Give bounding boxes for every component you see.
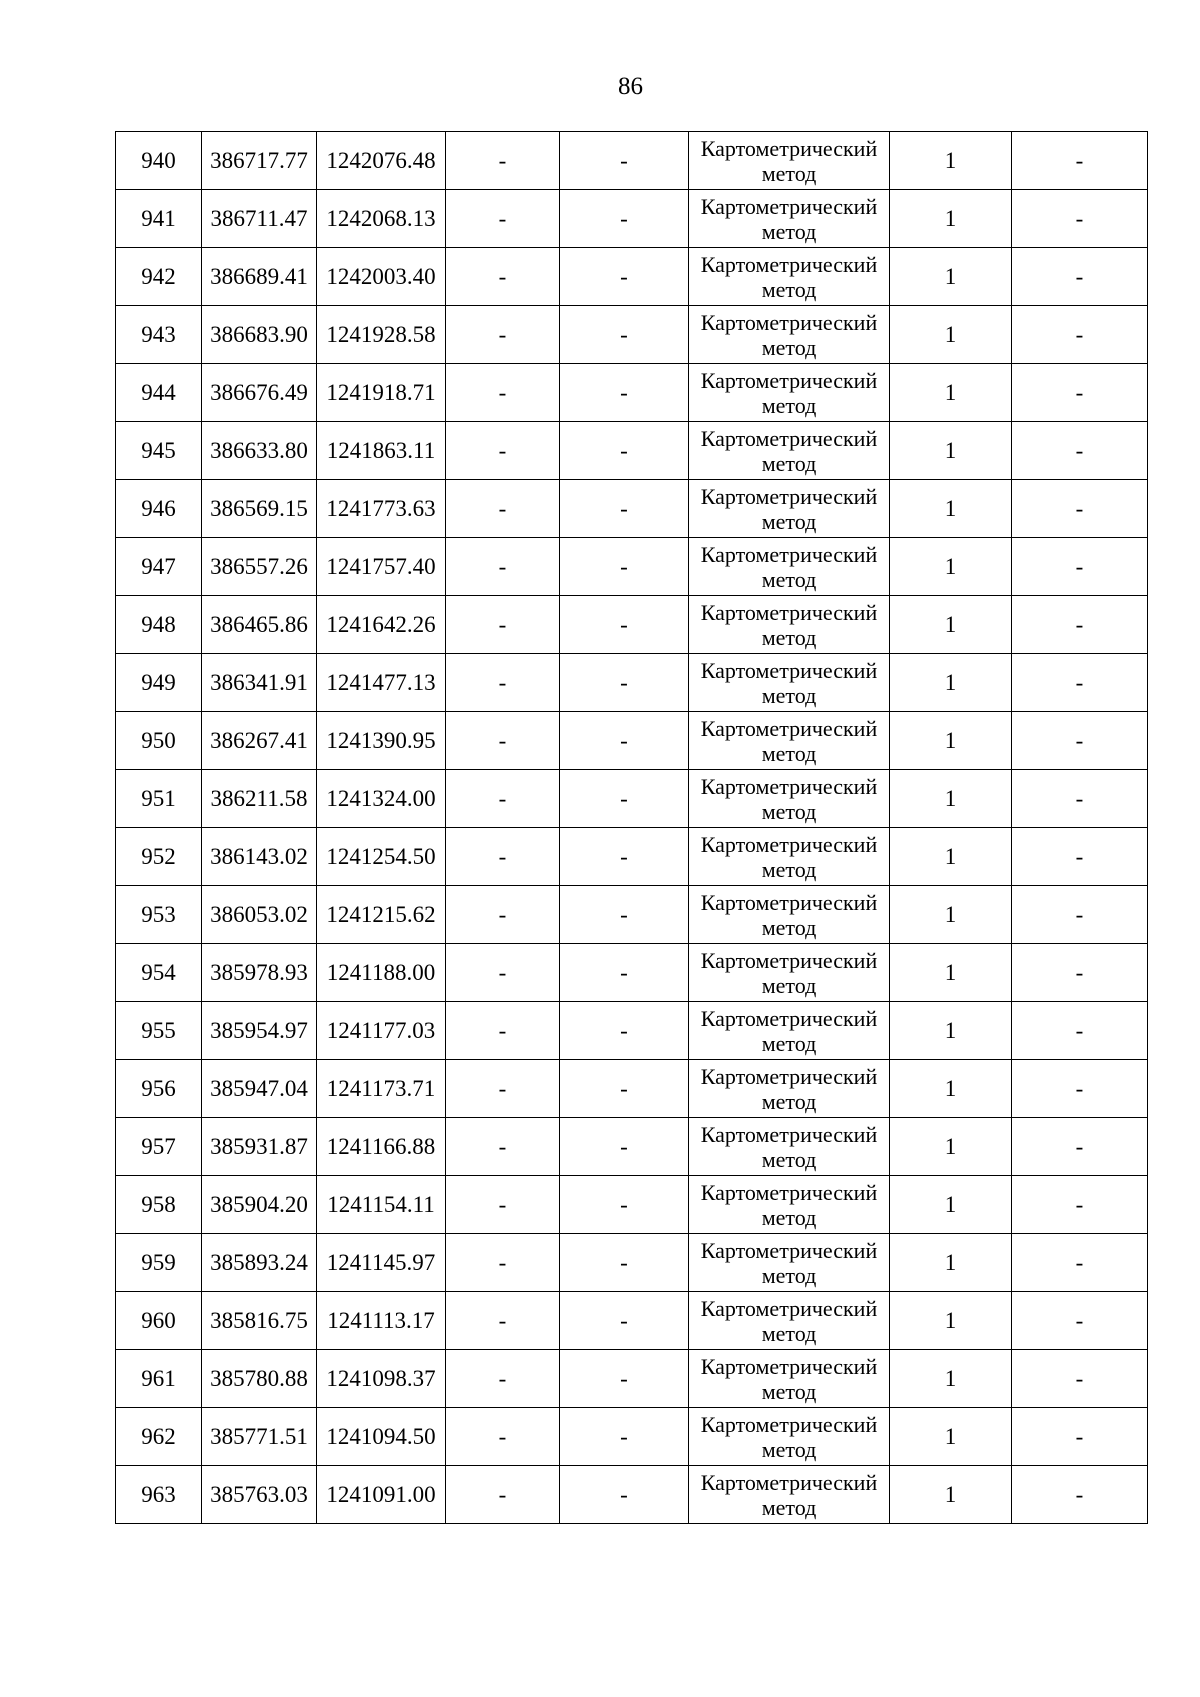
x-coordinate-cell: 386053.02 xyxy=(202,886,317,944)
y-coordinate-cell: 1241324.00 xyxy=(317,770,446,828)
y-coordinate-cell: 1241145.97 xyxy=(317,1234,446,1292)
y-coordinate-cell: 1241477.13 xyxy=(317,654,446,712)
method-cell: Картометрический метод xyxy=(689,538,890,596)
description-cell: - xyxy=(1012,1118,1148,1176)
point-number-cell: 949 xyxy=(116,654,202,712)
method-cell: Картометрический метод xyxy=(689,596,890,654)
point-number-cell: 960 xyxy=(116,1292,202,1350)
point-number-cell: 958 xyxy=(116,1176,202,1234)
point-number-cell: 943 xyxy=(116,306,202,364)
table-row xyxy=(116,1176,1148,1234)
empty-value-cell: - xyxy=(560,1408,689,1466)
point-number-cell: 954 xyxy=(116,944,202,1002)
empty-value-cell: - xyxy=(446,538,560,596)
description-cell: - xyxy=(1012,1060,1148,1118)
point-number-cell: 942 xyxy=(116,248,202,306)
description-cell: - xyxy=(1012,1408,1148,1466)
point-number-cell: 946 xyxy=(116,480,202,538)
point-number-cell: 941 xyxy=(116,190,202,248)
x-coordinate-cell: 386465.86 xyxy=(202,596,317,654)
accuracy-cell: 1 xyxy=(890,1408,1012,1466)
table-row xyxy=(116,422,1148,480)
accuracy-cell: 1 xyxy=(890,712,1012,770)
method-cell: Картометрический метод xyxy=(689,1118,890,1176)
description-cell: - xyxy=(1012,1002,1148,1060)
empty-value-cell: - xyxy=(560,654,689,712)
table-row xyxy=(116,480,1148,538)
y-coordinate-cell: 1242076.48 xyxy=(317,132,446,190)
x-coordinate-cell: 385904.20 xyxy=(202,1176,317,1234)
point-number-cell: 952 xyxy=(116,828,202,886)
description-cell: - xyxy=(1012,596,1148,654)
accuracy-cell: 1 xyxy=(890,770,1012,828)
description-cell: - xyxy=(1012,1176,1148,1234)
empty-value-cell: - xyxy=(446,1350,560,1408)
y-coordinate-cell: 1241757.40 xyxy=(317,538,446,596)
table-row xyxy=(116,1408,1148,1466)
accuracy-cell: 1 xyxy=(890,944,1012,1002)
empty-value-cell: - xyxy=(560,422,689,480)
table-row xyxy=(116,654,1148,712)
table-row xyxy=(116,1002,1148,1060)
y-coordinate-cell: 1241154.11 xyxy=(317,1176,446,1234)
x-coordinate-cell: 386676.49 xyxy=(202,364,317,422)
x-coordinate-cell: 385947.04 xyxy=(202,1060,317,1118)
x-coordinate-cell: 386341.91 xyxy=(202,654,317,712)
empty-value-cell: - xyxy=(446,248,560,306)
y-coordinate-cell: 1241173.71 xyxy=(317,1060,446,1118)
table-row xyxy=(116,1234,1148,1292)
y-coordinate-cell: 1241642.26 xyxy=(317,596,446,654)
empty-value-cell: - xyxy=(446,1466,560,1524)
point-number-cell: 961 xyxy=(116,1350,202,1408)
x-coordinate-cell: 385763.03 xyxy=(202,1466,317,1524)
empty-value-cell: - xyxy=(446,1002,560,1060)
accuracy-cell: 1 xyxy=(890,1466,1012,1524)
x-coordinate-cell: 386143.02 xyxy=(202,828,317,886)
accuracy-cell: 1 xyxy=(890,1234,1012,1292)
table-row xyxy=(116,712,1148,770)
point-number-cell: 944 xyxy=(116,364,202,422)
point-number-cell: 950 xyxy=(116,712,202,770)
table-row xyxy=(116,364,1148,422)
table-row xyxy=(116,1350,1148,1408)
x-coordinate-cell: 385893.24 xyxy=(202,1234,317,1292)
x-coordinate-cell: 386689.41 xyxy=(202,248,317,306)
y-coordinate-cell: 1241188.00 xyxy=(317,944,446,1002)
empty-value-cell: - xyxy=(446,944,560,1002)
description-cell: - xyxy=(1012,538,1148,596)
empty-value-cell: - xyxy=(560,306,689,364)
empty-value-cell: - xyxy=(446,886,560,944)
empty-value-cell: - xyxy=(560,828,689,886)
accuracy-cell: 1 xyxy=(890,248,1012,306)
description-cell: - xyxy=(1012,1234,1148,1292)
accuracy-cell: 1 xyxy=(890,1176,1012,1234)
empty-value-cell: - xyxy=(560,1176,689,1234)
x-coordinate-cell: 386683.90 xyxy=(202,306,317,364)
table-row xyxy=(116,1118,1148,1176)
method-cell: Картометрический метод xyxy=(689,1234,890,1292)
method-cell: Картометрический метод xyxy=(689,944,890,1002)
table-row xyxy=(116,1466,1148,1524)
method-cell: Картометрический метод xyxy=(689,1350,890,1408)
point-number-cell: 945 xyxy=(116,422,202,480)
point-number-cell: 962 xyxy=(116,1408,202,1466)
method-cell: Картометрический метод xyxy=(689,1060,890,1118)
y-coordinate-cell: 1241863.11 xyxy=(317,422,446,480)
x-coordinate-cell: 386569.15 xyxy=(202,480,317,538)
method-cell: Картометрический метод xyxy=(689,712,890,770)
description-cell: - xyxy=(1012,770,1148,828)
method-cell: Картометрический метод xyxy=(689,828,890,886)
point-number-cell: 955 xyxy=(116,1002,202,1060)
empty-value-cell: - xyxy=(560,886,689,944)
x-coordinate-cell: 385978.93 xyxy=(202,944,317,1002)
accuracy-cell: 1 xyxy=(890,828,1012,886)
point-number-cell: 956 xyxy=(116,1060,202,1118)
accuracy-cell: 1 xyxy=(890,1350,1012,1408)
empty-value-cell: - xyxy=(560,596,689,654)
point-number-cell: 951 xyxy=(116,770,202,828)
description-cell: - xyxy=(1012,654,1148,712)
accuracy-cell: 1 xyxy=(890,306,1012,364)
table-row xyxy=(116,1060,1148,1118)
table-row xyxy=(116,1292,1148,1350)
description-cell: - xyxy=(1012,1350,1148,1408)
empty-value-cell: - xyxy=(560,1060,689,1118)
empty-value-cell: - xyxy=(560,248,689,306)
method-cell: Картометрический метод xyxy=(689,770,890,828)
x-coordinate-cell: 385954.97 xyxy=(202,1002,317,1060)
y-coordinate-cell: 1241094.50 xyxy=(317,1408,446,1466)
empty-value-cell: - xyxy=(446,306,560,364)
x-coordinate-cell: 385816.75 xyxy=(202,1292,317,1350)
x-coordinate-cell: 386633.80 xyxy=(202,422,317,480)
empty-value-cell: - xyxy=(446,1176,560,1234)
empty-value-cell: - xyxy=(446,596,560,654)
table-row xyxy=(116,306,1148,364)
table-row xyxy=(116,132,1148,190)
empty-value-cell: - xyxy=(446,190,560,248)
method-cell: Картометрический метод xyxy=(689,886,890,944)
empty-value-cell: - xyxy=(446,712,560,770)
method-cell: Картометрический метод xyxy=(689,132,890,190)
empty-value-cell: - xyxy=(560,944,689,1002)
method-cell: Картометрический метод xyxy=(689,248,890,306)
empty-value-cell: - xyxy=(560,132,689,190)
description-cell: - xyxy=(1012,1466,1148,1524)
x-coordinate-cell: 386267.41 xyxy=(202,712,317,770)
y-coordinate-cell: 1241113.17 xyxy=(317,1292,446,1350)
description-cell: - xyxy=(1012,944,1148,1002)
x-coordinate-cell: 386557.26 xyxy=(202,538,317,596)
y-coordinate-cell: 1241166.88 xyxy=(317,1118,446,1176)
empty-value-cell: - xyxy=(560,1234,689,1292)
accuracy-cell: 1 xyxy=(890,422,1012,480)
description-cell: - xyxy=(1012,248,1148,306)
x-coordinate-cell: 386717.77 xyxy=(202,132,317,190)
table-body xyxy=(116,132,1148,1524)
point-number-cell: 948 xyxy=(116,596,202,654)
empty-value-cell: - xyxy=(560,1292,689,1350)
method-cell: Картометрический метод xyxy=(689,190,890,248)
empty-value-cell: - xyxy=(560,190,689,248)
method-cell: Картометрический метод xyxy=(689,1176,890,1234)
page-number: 86 xyxy=(618,73,643,100)
y-coordinate-cell: 1241918.71 xyxy=(317,364,446,422)
accuracy-cell: 1 xyxy=(890,132,1012,190)
method-cell: Картометрический метод xyxy=(689,1002,890,1060)
empty-value-cell: - xyxy=(560,1466,689,1524)
point-number-cell: 959 xyxy=(116,1234,202,1292)
accuracy-cell: 1 xyxy=(890,364,1012,422)
point-number-cell: 957 xyxy=(116,1118,202,1176)
y-coordinate-cell: 1241215.62 xyxy=(317,886,446,944)
empty-value-cell: - xyxy=(446,1234,560,1292)
coordinates-table xyxy=(115,131,1148,1524)
point-number-cell: 940 xyxy=(116,132,202,190)
method-cell: Картометрический метод xyxy=(689,480,890,538)
empty-value-cell: - xyxy=(560,1350,689,1408)
description-cell: - xyxy=(1012,190,1148,248)
y-coordinate-cell: 1241773.63 xyxy=(317,480,446,538)
point-number-cell: 963 xyxy=(116,1466,202,1524)
empty-value-cell: - xyxy=(446,480,560,538)
x-coordinate-cell: 385780.88 xyxy=(202,1350,317,1408)
table-row xyxy=(116,190,1148,248)
table-row xyxy=(116,538,1148,596)
accuracy-cell: 1 xyxy=(890,1118,1012,1176)
empty-value-cell: - xyxy=(560,1002,689,1060)
point-number-cell: 947 xyxy=(116,538,202,596)
table-row xyxy=(116,828,1148,886)
y-coordinate-cell: 1241928.58 xyxy=(317,306,446,364)
empty-value-cell: - xyxy=(560,538,689,596)
method-cell: Картометрический метод xyxy=(689,306,890,364)
description-cell: - xyxy=(1012,306,1148,364)
empty-value-cell: - xyxy=(446,654,560,712)
accuracy-cell: 1 xyxy=(890,1060,1012,1118)
accuracy-cell: 1 xyxy=(890,1002,1012,1060)
table-row xyxy=(116,770,1148,828)
y-coordinate-cell: 1241177.03 xyxy=(317,1002,446,1060)
description-cell: - xyxy=(1012,422,1148,480)
accuracy-cell: 1 xyxy=(890,886,1012,944)
x-coordinate-cell: 386211.58 xyxy=(202,770,317,828)
y-coordinate-cell: 1242068.13 xyxy=(317,190,446,248)
description-cell: - xyxy=(1012,886,1148,944)
empty-value-cell: - xyxy=(446,828,560,886)
empty-value-cell: - xyxy=(446,1292,560,1350)
method-cell: Картометрический метод xyxy=(689,422,890,480)
table-row xyxy=(116,944,1148,1002)
y-coordinate-cell: 1241098.37 xyxy=(317,1350,446,1408)
empty-value-cell: - xyxy=(560,364,689,422)
empty-value-cell: - xyxy=(560,712,689,770)
description-cell: - xyxy=(1012,1292,1148,1350)
table-row xyxy=(116,596,1148,654)
method-cell: Картометрический метод xyxy=(689,1466,890,1524)
description-cell: - xyxy=(1012,828,1148,886)
empty-value-cell: - xyxy=(446,1060,560,1118)
description-cell: - xyxy=(1012,132,1148,190)
empty-value-cell: - xyxy=(560,770,689,828)
y-coordinate-cell: 1241091.00 xyxy=(317,1466,446,1524)
accuracy-cell: 1 xyxy=(890,654,1012,712)
y-coordinate-cell: 1241254.50 xyxy=(317,828,446,886)
empty-value-cell: - xyxy=(446,1408,560,1466)
empty-value-cell: - xyxy=(446,364,560,422)
description-cell: - xyxy=(1012,364,1148,422)
accuracy-cell: 1 xyxy=(890,596,1012,654)
description-cell: - xyxy=(1012,480,1148,538)
empty-value-cell: - xyxy=(560,480,689,538)
table-row xyxy=(116,248,1148,306)
accuracy-cell: 1 xyxy=(890,190,1012,248)
x-coordinate-cell: 385771.51 xyxy=(202,1408,317,1466)
method-cell: Картометрический метод xyxy=(689,364,890,422)
method-cell: Картометрический метод xyxy=(689,1408,890,1466)
table-row xyxy=(116,886,1148,944)
empty-value-cell: - xyxy=(560,1118,689,1176)
method-cell: Картометрический метод xyxy=(689,1292,890,1350)
accuracy-cell: 1 xyxy=(890,480,1012,538)
description-cell: - xyxy=(1012,712,1148,770)
empty-value-cell: - xyxy=(446,422,560,480)
x-coordinate-cell: 386711.47 xyxy=(202,190,317,248)
accuracy-cell: 1 xyxy=(890,538,1012,596)
x-coordinate-cell: 385931.87 xyxy=(202,1118,317,1176)
method-cell: Картометрический метод xyxy=(689,654,890,712)
y-coordinate-cell: 1241390.95 xyxy=(317,712,446,770)
empty-value-cell: - xyxy=(446,132,560,190)
point-number-cell: 953 xyxy=(116,886,202,944)
accuracy-cell: 1 xyxy=(890,1292,1012,1350)
empty-value-cell: - xyxy=(446,1118,560,1176)
y-coordinate-cell: 1242003.40 xyxy=(317,248,446,306)
empty-value-cell: - xyxy=(446,770,560,828)
